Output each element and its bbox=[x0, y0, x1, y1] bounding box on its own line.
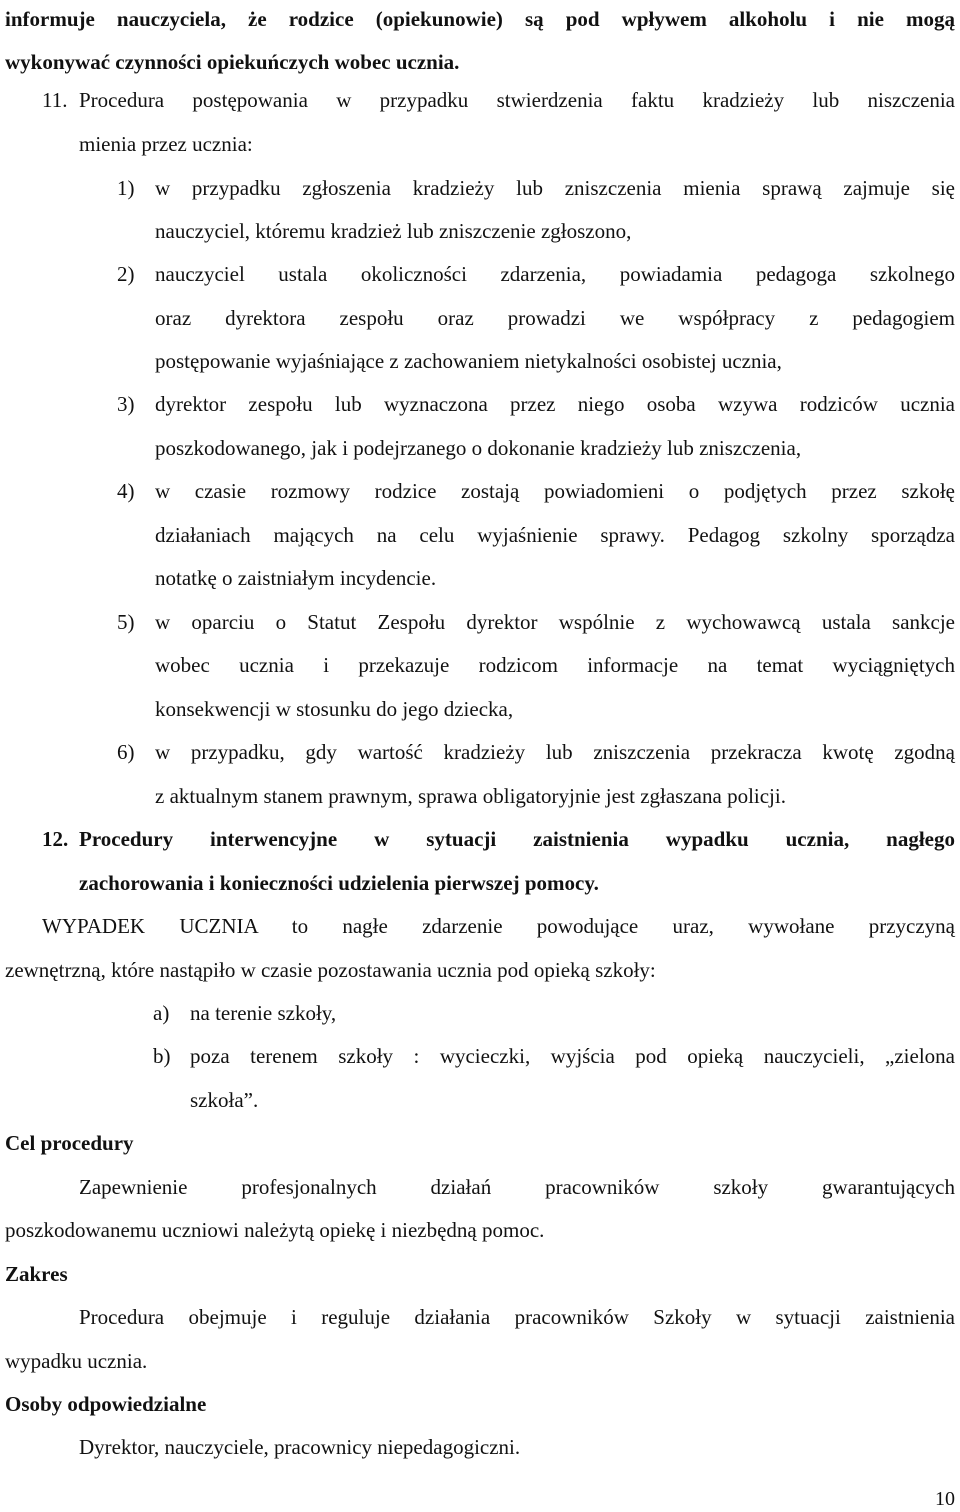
list-item-marker: 4) bbox=[117, 479, 135, 503]
list-item-line: szkoła”. bbox=[190, 1088, 259, 1112]
heading-osoby-odpowiedzialne: Osoby odpowiedzialne bbox=[5, 1392, 207, 1416]
page-number: 10 bbox=[935, 1488, 955, 1510]
definition-line-1: WYPADEK UCZNIA to nagłe zdarzenie powodujące uraz, wywołane przyczyną bbox=[42, 914, 955, 938]
list-item-line: nauczyciel ustala okoliczności zdarzenia, powiadamia pedagoga szkolnego bbox=[155, 262, 955, 286]
list-item-line: w czasie rozmowy rodzice zostają powiadomieni o podjętych przez szkołę bbox=[155, 479, 955, 503]
list-item-marker: 2) bbox=[117, 262, 135, 286]
section-12-title-line-1: Procedury interwencyjne w sytuacji zaistnienia wypadku ucznia, nagłego bbox=[79, 827, 955, 851]
heading-cel-procedury: Cel procedury bbox=[5, 1131, 134, 1155]
cel-line-1: Zapewnienie profesjonalnych działań pracowników szkoły gwarantujących bbox=[79, 1175, 955, 1199]
intro-line-2: wykonywać czynności opiekuńczych wobec ucznia. bbox=[5, 50, 460, 74]
list-item-line: z aktualnym stanem prawnym, sprawa obligatoryjnie jest zgłaszana policji. bbox=[155, 784, 786, 808]
list-item-marker: 5) bbox=[117, 610, 135, 634]
definition-line-2: zewnętrzną, które nastąpiło w czasie pozostawania ucznia pod opieką szkoły: bbox=[5, 958, 656, 982]
list-item-marker: 1) bbox=[117, 176, 135, 200]
list-item-line: w przypadku zgłoszenia kradzieży lub zniszczenia mienia sprawą zajmuje się bbox=[155, 176, 955, 200]
list-item-line: w oparciu o Statut Zespołu dyrektor wspólnie z wychowawcą ustala sankcje bbox=[155, 610, 955, 634]
cel-line-2: poszkodowanemu uczniowi należytą opiekę i niezbędną pomoc. bbox=[5, 1218, 545, 1242]
osoby-line-1: Dyrektor, nauczyciele, pracownicy niepedagogiczni. bbox=[79, 1435, 521, 1459]
intro-line-1: informuje nauczyciela, że rodzice (opiekunowie) są pod wpływem alkoholu i nie mogą bbox=[5, 7, 955, 31]
section-11-number: 11. bbox=[42, 88, 68, 112]
list-item-line: nauczyciel, któremu kradzież lub zniszczenie zgłoszono, bbox=[155, 219, 632, 243]
list-item-line: w przypadku, gdy wartość kradzieży lub zniszczenia przekracza kwotę zgodną bbox=[155, 740, 955, 764]
list-item-marker: b) bbox=[153, 1044, 171, 1068]
list-item-line: działaniach mających na celu wyjaśnienie sprawy. Pedagog szkolny sporządza bbox=[155, 523, 955, 547]
zakres-line-2: wypadku ucznia. bbox=[5, 1349, 148, 1373]
heading-zakres: Zakres bbox=[5, 1262, 68, 1286]
list-item-line: postępowanie wyjaśniające z zachowaniem nietykalności osobistej ucznia, bbox=[155, 349, 782, 373]
list-item-marker: a) bbox=[153, 1001, 170, 1025]
list-item-line: wobec ucznia i przekazuje rodzicom informacje na temat wyciągniętych bbox=[155, 653, 955, 677]
list-item-marker: 6) bbox=[117, 740, 135, 764]
list-item-line: dyrektor zespołu lub wyznaczona przez niego osoba wzywa rodziców ucznia bbox=[155, 392, 955, 416]
list-item-line: konsekwencji w stosunku do jego dziecka, bbox=[155, 697, 514, 721]
list-item-line: poza terenem szkoły : wycieczki, wyjścia pod opieką nauczycieli, „zielona bbox=[190, 1044, 955, 1068]
list-item-line: notatkę o zaistniałym incydencie. bbox=[155, 566, 437, 590]
section-12-title-line-2: zachorowania i konieczności udzielenia pierwszej pomocy. bbox=[79, 871, 599, 895]
list-item-line: poszkodowanego, jak i podejrzanego o dokonanie kradzieży lub zniszczenia, bbox=[155, 436, 802, 460]
list-item-marker: 3) bbox=[117, 392, 135, 416]
list-item-line: oraz dyrektora zespołu oraz prowadzi we współpracy z pedagogiem bbox=[155, 306, 955, 330]
zakres-line-1: Procedura obejmuje i reguluje działania pracowników Szkoły w sytuacji zaistnienia bbox=[79, 1305, 955, 1329]
section-11-title-line-2: mienia przez ucznia: bbox=[79, 132, 253, 156]
list-item-line: na terenie szkoły, bbox=[190, 1001, 337, 1025]
section-12-number: 12. bbox=[42, 827, 69, 851]
section-11-title-line-1: Procedura postępowania w przypadku stwierdzenia faktu kradzieży lub niszczenia bbox=[79, 88, 955, 112]
